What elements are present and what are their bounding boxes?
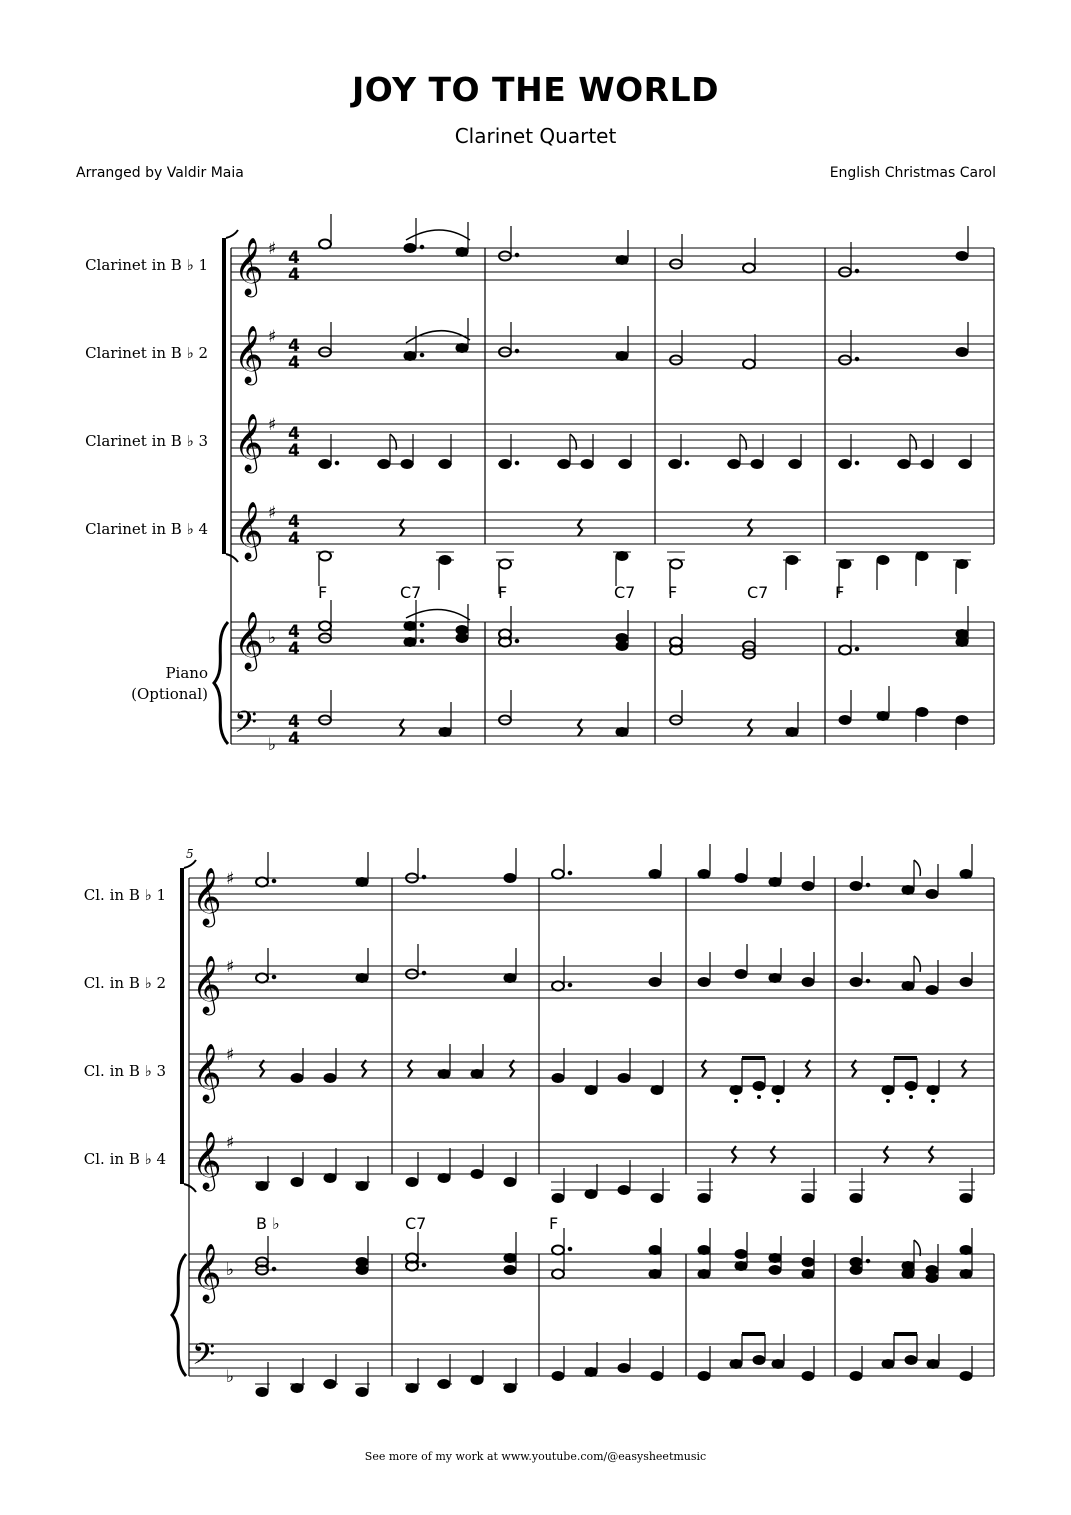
sharp-icon: ♯ [268,415,277,435]
notes-piano-rh-1 [319,600,968,659]
notes-piano-lh-1 [319,686,968,750]
chord-symbols-2 [256,1214,558,1233]
piano-brace-1 [214,622,228,744]
notes-piano-rh-2 [256,1228,972,1283]
barlines-2 [392,878,994,1376]
footer-link-text: See more of my work at www.youtube.com/@easysheetmusic [364,1450,707,1463]
svg-text:4: 4 [288,729,300,749]
page-title: JOY TO THE WORLD [351,70,720,109]
sharp-icon: ♯ [226,1045,235,1065]
staff-label-clarinet-1: Cl. in B ♭ 1 [83,886,166,904]
notes-clarinet-3 [318,434,972,469]
chord-symbol: F [835,583,845,602]
svg-text:4: 4 [288,424,300,444]
sharp-icon: ♯ [226,957,235,977]
sharp-icon: ♯ [268,327,277,347]
svg-text:4: 4 [288,248,300,268]
flat-icon: ♭ [268,735,277,755]
staff-label-piano-optional: (Optional) [131,685,208,703]
system-2 [84,844,994,1397]
chord-symbols-1 [318,583,844,602]
svg-text:4: 4 [288,441,300,461]
flat-icon: ♭ [268,628,277,648]
notes-clarinet-2 [319,318,968,369]
staff-label-clarinet-1: Clarinet in B ♭ 1 [85,256,208,274]
sharp-icon: ♯ [226,869,235,889]
treble-clef-icon: 𝄞 [234,237,264,295]
chord-symbol: F [668,583,678,602]
notes-clarinet-2-sys2 [256,944,972,995]
bass-clef-icon: 𝄢 [234,706,258,747]
treble-clef-icon: 𝄞 [234,611,264,669]
chord-symbol: F [318,583,328,602]
svg-text:4: 4 [288,529,300,549]
clefs-2 [192,867,222,1379]
treble-clef-icon: 𝄞 [234,413,264,471]
treble-clef-icon: 𝄞 [234,501,264,559]
staff-lines-2 [189,878,994,1376]
sharp-icon: ♯ [268,239,277,259]
arranger-credit: Arranged by Valdir Maia [76,165,244,181]
bass-clef-icon: 𝄢 [192,1338,216,1379]
notes-clarinet-1-sys2 [256,844,972,899]
chord-symbol: B ♭ [256,1214,280,1233]
measure-number: 5 [186,847,194,861]
composer-credit: English Christmas Carol [829,165,996,181]
svg-text:4: 4 [288,639,300,659]
staff-label-clarinet-3: Clarinet in B ♭ 3 [85,432,208,450]
staff-label-clarinet-2: Cl. in B ♭ 2 [83,974,166,992]
notes-clarinet-1 [319,214,968,277]
system-1 [85,214,994,755]
piano-brace-2 [172,1254,186,1376]
page-subtitle: Clarinet Quartet [454,124,617,148]
notes-clarinet-3-sys2 [260,1044,966,1103]
staff-label-clarinet-4: Clarinet in B ♭ 4 [85,520,208,538]
treble-clef-icon: 𝄞 [234,325,264,383]
sharp-icon: ♯ [226,1133,235,1153]
svg-text:4: 4 [288,265,300,285]
notes-clarinet-4-sys2 [255,1144,975,1203]
staff-label-clarinet-3: Cl. in B ♭ 3 [83,1062,166,1080]
treble-clef-icon: 𝄞 [192,1043,222,1101]
notes-piano-lh-2 [255,1334,972,1397]
svg-text:4: 4 [288,336,300,356]
treble-clef-icon: 𝄞 [192,1131,222,1189]
treble-clef-icon: 𝄞 [192,955,222,1013]
staff-label-clarinet-4: Cl. in B ♭ 4 [83,1150,166,1168]
flat-icon: ♭ [226,1260,235,1280]
staff-label-clarinet-2: Clarinet in B ♭ 2 [85,344,208,362]
svg-text:4: 4 [288,353,300,373]
chord-symbol: C7 [747,583,769,602]
barlines-1 [485,248,994,744]
sharp-icon: ♯ [268,503,277,523]
svg-text:4: 4 [288,512,300,532]
chord-symbol: C7 [405,1214,427,1233]
svg-text:4: 4 [288,622,300,642]
clefs-1 [234,237,264,747]
chord-symbol: C7 [400,583,422,602]
chord-symbol: F [549,1214,559,1233]
time-signatures-1 [288,248,300,749]
chord-symbol: F [498,583,508,602]
chord-symbol: C7 [614,583,636,602]
staff-label-piano: Piano [165,664,208,682]
svg-text:4: 4 [288,712,300,732]
treble-clef-icon: 𝄞 [192,867,222,925]
key-signatures-2 [226,869,234,1387]
key-signatures-1 [268,239,276,755]
flat-icon: ♭ [226,1367,235,1387]
treble-clef-icon: 𝄞 [192,1243,222,1301]
staff-lines-1 [231,248,994,744]
